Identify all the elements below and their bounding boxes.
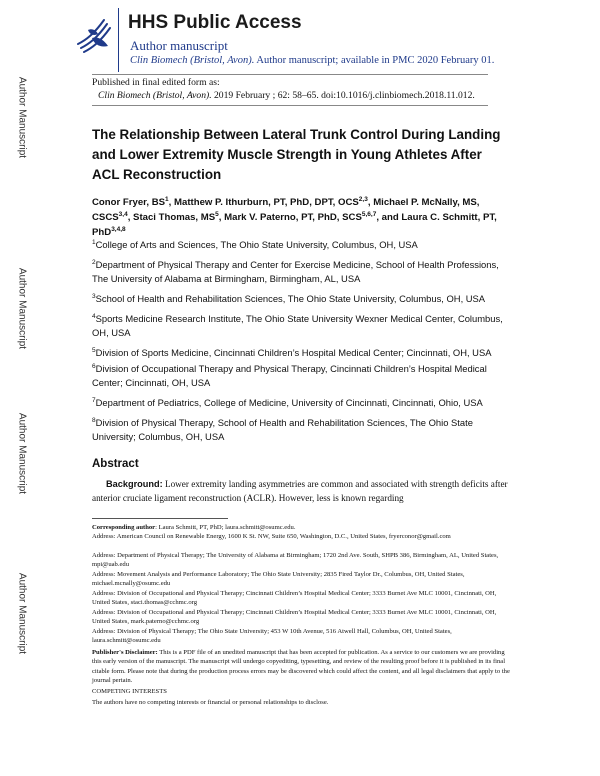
- corresponding-text: : Laura Schmitt, PT, PhD; laura.schmitt@osumc.edu.: [155, 524, 296, 531]
- published-label: Published in final edited form as:: [92, 77, 220, 88]
- affiliation-item: [92, 346, 512, 360]
- affiliation-item: [92, 362, 512, 390]
- footnote-rule: [92, 518, 228, 519]
- corresponding-label: Corresponding author: [92, 524, 156, 531]
- publication-details: 2019 February ; 62: 58–65. doi:10.1016/j.clinbiomech.2018.11.012.: [211, 90, 475, 101]
- corresponding-author: [92, 523, 512, 532]
- author-name: Staci Thomas, MS: [133, 212, 216, 223]
- abstract-background: [92, 477, 512, 505]
- affiliation-num: 8: [92, 416, 96, 424]
- author-sup: 5: [215, 210, 219, 218]
- author-sup: 1: [165, 195, 169, 203]
- affiliation-item: [92, 292, 512, 306]
- author-name: Mark V. Paterno, PT, PhD, SCS: [224, 212, 362, 223]
- affiliation-text: Division of Occupational Therapy and Physical Therapy, Cincinnati Children’s Hospital Medical Center; Cincinnati, OH, USA: [92, 363, 487, 388]
- disclaimer-text: This is a PDF file of an unedited manuscript that has been accepted for publication. As a service to our customers we are providing this early version of the manuscript. The manuscript will undergo copyediting, typesetting, and review of the resulting proof before it is published in its final citable form. Please note that during the production process errors may be discovered which could affect the content, and all legal disclaimers that apply to the journal pertain.: [92, 649, 510, 685]
- author-name: Matthew P. Ithurburn, PT, PhD, DPT, OCS: [174, 197, 359, 208]
- affiliation-text: School of Health and Rehabilitation Sciences, The Ohio State University, Columbus, OH, USA: [95, 293, 486, 304]
- affiliation-num: 3: [92, 292, 96, 300]
- affiliation-num: 4: [92, 312, 96, 320]
- disclaimer-label: Publisher's Disclaimer:: [92, 649, 158, 656]
- author-name: Michael P. McNally, MS, CSCS: [92, 197, 480, 223]
- publisher-disclaimer: [92, 648, 512, 686]
- author-sup: 3,4: [118, 210, 128, 218]
- author-sup: 2,3: [358, 195, 368, 203]
- sidebar-label-4: Author Manuscript: [16, 572, 28, 655]
- affiliation-text: College of Arts and Sciences, The Ohio State University, Columbus, OH, USA: [95, 239, 418, 250]
- sidebar-label-3: Author Manuscript: [16, 412, 28, 495]
- author-sup: 5,6,7: [361, 210, 377, 218]
- address-item: Address: Department of Physical Therapy; The University of Alabama at Birmingham; 1720 2nd Ave. South, SHPB 386, Birmingham, AL, United States, mpi@uab.edu: [92, 552, 499, 569]
- affiliation-item: [92, 416, 512, 444]
- sidebar: [0, 0, 44, 776]
- affiliation-text: Division of Sports Medicine, Cincinnati Children’s Hospital Medical Center; Cincinnati, OH, USA: [95, 347, 492, 358]
- background-label: Background:: [106, 479, 163, 489]
- affiliation-text: Department of Pediatrics, College of Medicine, University of Cincinnati, Cincinnati, Ohio, USA: [95, 397, 483, 408]
- address-item: Address: Movement Analysis and Performance Laboratory; The Ohio State University; 2835 Fired Taylor Dr., Columbus, OH, United States, michael.mcnally@osumc.edu: [92, 571, 465, 588]
- hhs-eagle-logo-icon: [74, 14, 116, 58]
- publication-rule: [92, 105, 488, 106]
- affiliation-num: 6: [92, 362, 96, 370]
- address-item: Address: Division of Occupational and Physical Therapy; Cincinnati Children’s Hospital Medical Center; 3333 Burnet Ave MLC 10001, Cincinnati, OH, United States, mark.paterno@cchmc.org: [92, 609, 497, 626]
- author-sup: 3,4,8: [111, 225, 126, 233]
- author-list: Conor Fryer, $BS^1$, Matthew P. Ithurburn, PT, PhD, DPT, OCS$^{2,3}$, Michael P. McNally, MS, CSCS$^{3,4}$, Staci Thomas, $MS^5$, Mark V. Paterno, PT, PhD, SCS$^{5,6,7}$, and Laura C. Schmitt, PT, PhD$^{3,4,8}$: [92, 195, 497, 238]
- affiliation-num: 7: [92, 396, 96, 404]
- affiliation-text: Department of Physical Therapy and Center for Exercise Medicine, School of Health Professions, The University of Alabama at Birmingham, Birmingham, AL, USA: [92, 259, 499, 284]
- header-title: HHS Public Access: [128, 12, 302, 33]
- affiliation-item: [92, 396, 512, 410]
- affiliation-item: [92, 238, 512, 252]
- affiliation-item: [92, 258, 512, 286]
- article-title: The Relationship Between Lateral Trunk Control During Landing and Lower Extremity Muscle Strength in Young Athletes After ACL Reconstruction: [92, 127, 501, 182]
- sidebar-label-2: Author Manuscript: [16, 267, 28, 350]
- author-name: Conor Fryer, BS: [92, 197, 166, 208]
- affiliation-item: [92, 312, 512, 340]
- affiliation-num: 1: [92, 238, 96, 246]
- publication-journal: Clin Biomech (Bristol, Avon).: [98, 90, 212, 101]
- address-item: Address: American Council on Renewable Energy, 1600 K St. NW, Suite 650, Washington, D.C., United States, fryerconor@gmail.com: [92, 533, 451, 540]
- header-rule: [92, 74, 488, 75]
- competing-interests-heading: COMPETING INTERESTS: [92, 688, 167, 695]
- affiliation-num: 5: [92, 346, 96, 354]
- header-availability: Author manuscript; available in PMC 2020 February 01.: [254, 55, 495, 66]
- header-journal: Clin Biomech (Bristol, Avon).: [130, 55, 255, 66]
- abstract-heading: Abstract: [92, 458, 139, 470]
- background-text: Lower extremity landing asymmetries are common and associated with strength deficits after anterior cruciate ligament reconstruction (ACLR). However, less is known regarding: [92, 479, 508, 503]
- address-item: Address: Division of Occupational and Physical Therapy; Cincinnati Children’s Hospital Medical Center; 3333 Burnet Ave MLC 10001, Cincinnati, OH, United States, staci.thomas@cchmc.org: [92, 590, 497, 607]
- header-subtitle: Author manuscript: [130, 38, 228, 53]
- affiliation-text: Division of Physical Therapy, School of Health and Rehabilitation Sciences, The Ohio State University; Columbus, OH, USA: [92, 417, 473, 442]
- sidebar-label-1: Author Manuscript: [16, 76, 28, 159]
- publication-citation: [98, 90, 475, 101]
- header-divider: [118, 8, 119, 72]
- affiliation-text: Sports Medicine Research Institute, The Ohio State University Wexner Medical Center, Columbus, OH, USA: [92, 313, 503, 338]
- header-citation: [130, 55, 494, 66]
- competing-interests-text: The authors have no competing interests or financial or personal relationships to disclose.: [92, 699, 329, 706]
- author-name: Laura C. Schmitt, PT, PhD: [92, 212, 497, 238]
- affiliation-num: 2: [92, 258, 96, 266]
- address-item: Address: Division of Physical Therapy; The Ohio State University; 453 W 10th Avenue, 516 Atwell Hall, Columbus, OH, United States, laura.schmitt@osumc.edu: [92, 628, 452, 645]
